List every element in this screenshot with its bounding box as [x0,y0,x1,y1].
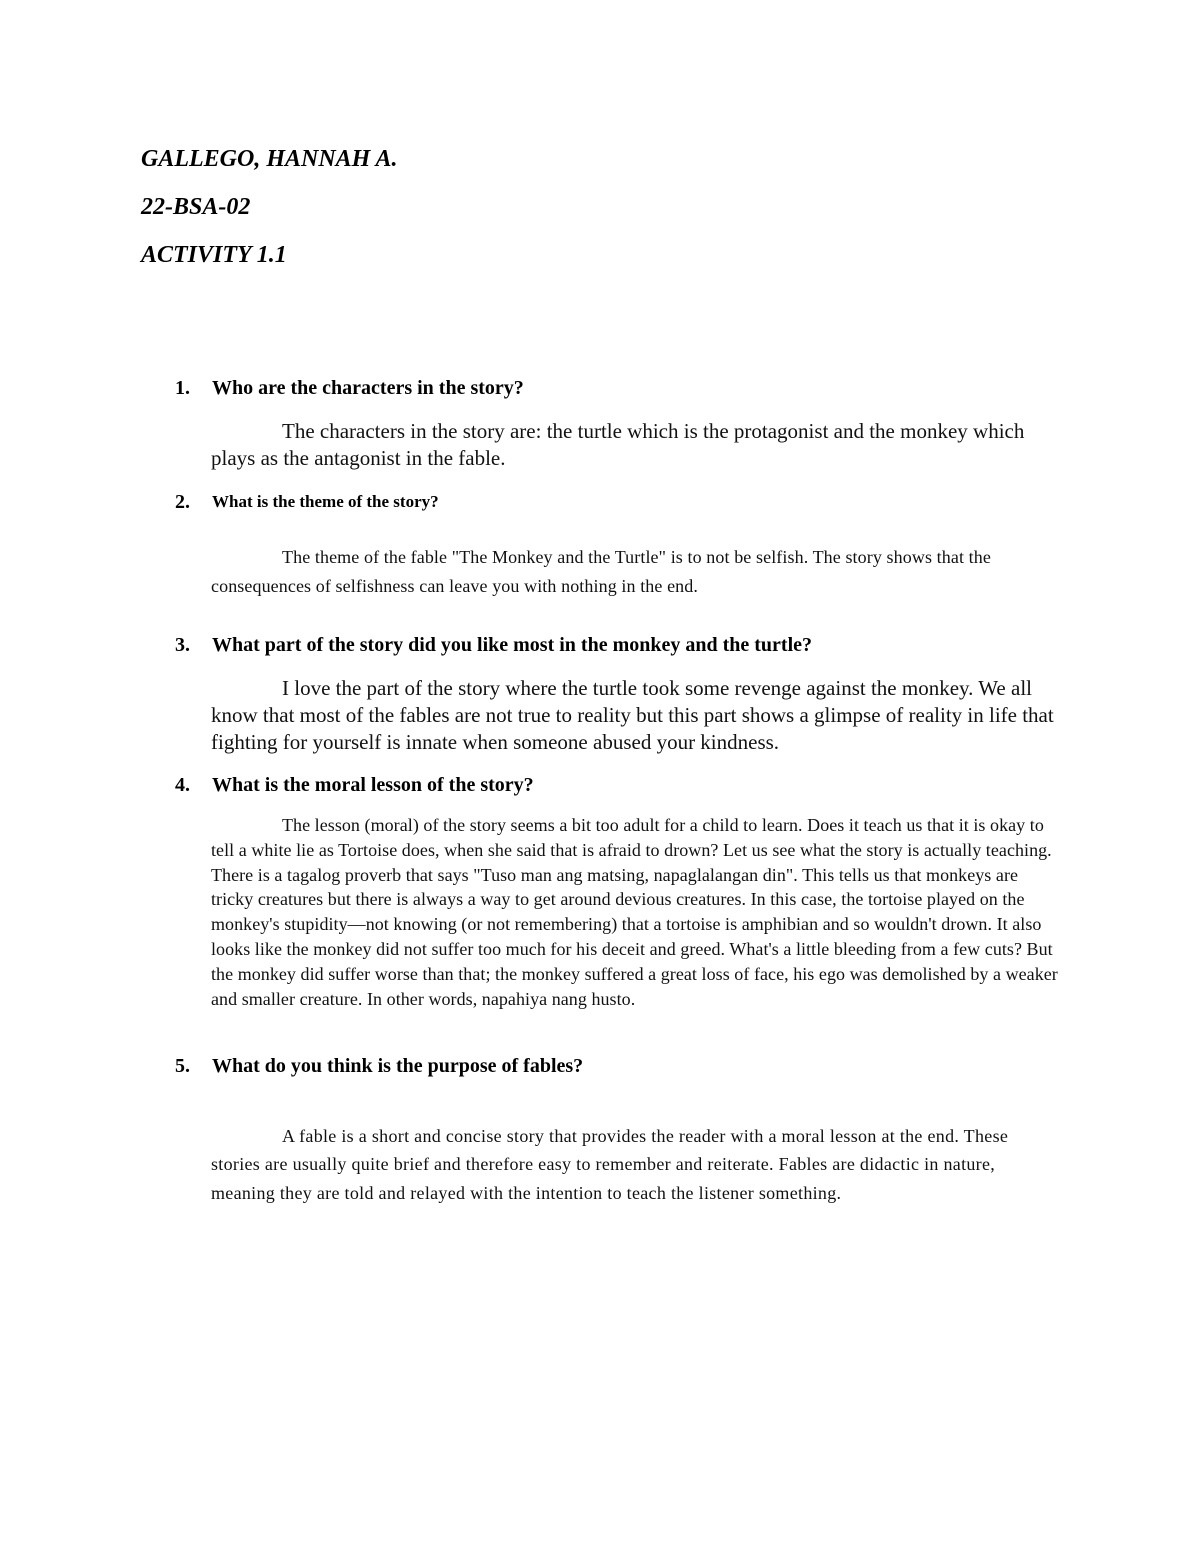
student-name: GALLEGO, HANNAH A. [141,146,398,172]
question-3-text: What part of the story did you like most in the monkey and the turtle? [212,634,813,656]
question-1-text: Who are the characters in the story? [212,377,524,399]
question-5-text: What do you think is the purpose of fables? [212,1055,584,1077]
answer-2-text: The theme of the fable "The Monkey and the Turtle" is to not be selfish. The story shows that the consequences of selfishness can leave you with nothing in the end. [211,547,991,596]
question-5-number: 5. [175,1055,190,1077]
question-1-number: 1. [175,377,190,399]
question-4-text: What is the moral lesson of the story? [212,774,534,796]
answer-4-text: The lesson (moral) of the story seems a bit too adult for a child to learn. Does it teach us that it is okay to tell a white lie as Tortoise does, when she said that is afraid to drown? Let us see what the story is actually teaching. There is a tagalog proverb that says "Tuso man ang matsing, napaglalangan din". This tells us that monkeys are tricky creatures but there is always a way to get around devious creatures. In this case, the tortoise played on the monkey's stupidity—not knowing (or not remembering) that a tortoise is amphibian and so wouldn't drown. It also looks like the monkey did not suffer too much for his deceit and greed. What's a little bleeding from a few cuts? But the monkey did suffer worse than that; the monkey suffered a great loss of face, his ego was demolished by a weaker and smaller creature. In other words, napahiya nang husto. [211,815,1058,1009]
answer-3-text: I love the part of the story where the turtle took some revenge against the monkey. We all know that most of the fables are not true to reality but this part shows a glimpse of reality in life that fighting for yourself is innate when someone abused your kindness. [211,676,1054,754]
student-section: 22-BSA-02 [141,194,251,220]
question-2-text: What is the theme of the story? [212,492,439,511]
activity-title: ACTIVITY 1.1 [141,242,287,268]
answer-5-text: A fable is a short and concise story that provides the reader with a moral lesson at the end. These stories are usually quite brief and therefore easy to remember and reiterate. Fables are didactic in nature, meaning they are told and relayed with the intention to teach the listener something. [211,1126,1009,1203]
answer-1-text: The characters in the story are: the turtle which is the protagonist and the monkey which plays as the antagonist in the fable. [211,419,1025,470]
question-4-number: 4. [175,774,190,796]
question-2-number: 2. [175,491,190,513]
question-3-number: 3. [175,634,190,656]
